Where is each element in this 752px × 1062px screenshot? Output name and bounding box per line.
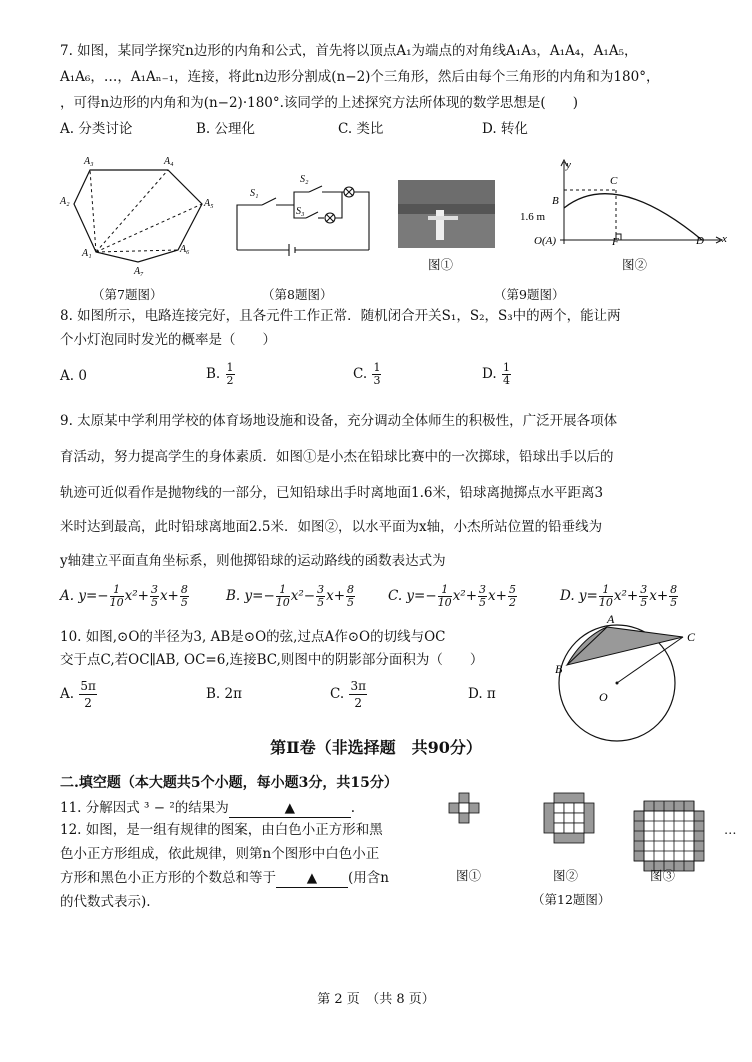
q12-text-line3: 方形和黑色小正方形的个数总和等于 ▲ (用含n: [60, 870, 389, 886]
heptagon-label-a3: A₃: [84, 156, 94, 167]
q9-option-d: D. y= $\frac{1}{10}$ x²+ $\frac{3}{5}$ x+ $\frac{8}{5}$: [560, 583, 678, 609]
graph-point-b: B: [552, 195, 559, 207]
page-footer: 第 2 页 （共 8 页）: [317, 992, 435, 1007]
circle-figure: [555, 612, 715, 755]
switch-label-s1: S₁: [250, 188, 259, 199]
q7-text-line3: ，可得n边形的内角和为(n−2)·180°.该同学的上述探究方法所体现的数学思想是( ): [60, 95, 578, 111]
q9-option-b: B. y=− $\frac{1}{10}$ x²− $\frac{3}{5}$ x+ $\frac{8}{5}$: [226, 583, 355, 609]
q8-option-b: B. $\frac{1}{2}$: [206, 361, 234, 387]
heptagon-label-a5: A₅: [204, 198, 214, 209]
circle-label-o: O: [599, 690, 608, 704]
circle-label-c: C: [687, 630, 696, 644]
q7-text-line2: A₁A₆，…，A₁Aₙ₋₁，连接，将此n边形分割成(n−2)个三角形，然后由每个三角形的内角和为180°，: [60, 69, 660, 85]
circle-label-b: B: [555, 662, 563, 676]
q9-text-line4: 米时达到最高，此时铅球离地面2.5米．如图②，以水平面为x轴，小杰所站位置的铅垂线为: [60, 519, 603, 535]
q7-caption: （第7题图）: [92, 287, 163, 302]
trajectory-graph: [520, 160, 730, 250]
q7-text-line1: 7. 如图，某同学探究n边形的内角和公式，首先将以顶点A₁为端点的对角线A₁A₃，A₁A₄，A₁A₅，: [60, 43, 638, 59]
q12-text-line4: 的代数式表示).: [60, 894, 151, 910]
q8-text-line2: 个小灯泡同时发光的概率是（ ）: [60, 332, 276, 348]
circuit-figure: [234, 170, 374, 268]
q9-caption: （第9题图）: [494, 287, 565, 302]
q12-text-line1: 12. 如图，是一组有规律的图案，由白色小正方形和黑: [60, 822, 383, 838]
q9-text-line3: 轨迹可近似看作是抛物线的一部分，已知铅球出手时离地面1.6米，铅球离抛掷点水平距离3: [60, 485, 604, 501]
q8-text-line1: 8. 如图所示，电路连接完好，且各元件工作正常．随机闭合开关S₁，S₂，S₃中的两个，能让两: [60, 308, 621, 324]
pattern-fig2-label: 图②: [553, 868, 579, 883]
graph-y-label: y: [566, 159, 571, 171]
q7-option-d: D. 转化: [482, 121, 528, 137]
graph-height-label: 1.6 m: [520, 211, 546, 223]
heptagon-label-a1: A₁: [82, 248, 92, 259]
q8-option-d: D. $\frac{1}{4}$: [482, 361, 510, 387]
heptagon-label-a2: A₂: [60, 196, 70, 207]
q10-text-line1: 10. 如图,⊙O的半径为3, AB是⊙O的弦,过点A作⊙O的切线与OC: [60, 629, 446, 645]
q11-answer-blank: ▲: [229, 799, 351, 818]
heptagon-label-a7: A₇: [134, 266, 144, 277]
pattern-fig1-label: 图①: [456, 868, 482, 883]
q10-text-line2: 交于点C,若OC∥AB, OC=6,连接BC,则图中的阴影部分面积为（ ）: [60, 652, 484, 668]
q9-option-a: A. y=− $\frac{1}{10}$ x²+ $\frac{3}{5}$ x+ $\frac{8}{5}$: [60, 583, 188, 609]
shot-put-photo: [398, 180, 495, 248]
q12-text-line2: 色小正方形组成，依此规律，则第n个图形中白色小正: [60, 846, 380, 862]
q9-fig2-label: 图②: [622, 257, 648, 272]
q9-text-line2: 育活动，努力提高学生的身体素质．如图①是小杰在铅球比赛中的一次掷球，铅球出手以后的: [60, 449, 614, 465]
q8-caption: （第8题图）: [262, 287, 333, 302]
q9-fig1-label: 图①: [428, 257, 454, 272]
q11-text: 11. 分解因式 ³ − ²的结果为 ▲ .: [60, 800, 356, 816]
graph-point-c: C: [610, 175, 618, 187]
switch-label-s2: S₂: [300, 174, 309, 185]
q10-option-c: C. $\frac{3\pi}{2}$: [330, 679, 366, 710]
pattern-figures: [448, 793, 748, 865]
q8-option-c: C. $\frac{1}{3}$: [353, 361, 381, 387]
graph-point-d: D: [696, 235, 704, 247]
q12-answer-blank: ▲: [276, 869, 348, 888]
pattern-ellipsis: …: [724, 822, 737, 837]
circle-label-a: A: [607, 612, 615, 626]
q10-option-b: B. 2π: [206, 686, 242, 702]
q10-option-a: A. $\frac{5\pi}{2}$: [60, 679, 96, 710]
q9-option-c: C. y=− $\frac{1}{10}$ x²+ $\frac{3}{5}$ x+ $\frac{5}{2}$: [388, 583, 516, 609]
section2-title: 第Ⅱ卷（非选择题 共90分）: [270, 738, 482, 757]
fill-section-title: 二.填空题（本大题共5个小题，每小题3分，共15分）: [60, 775, 398, 791]
q9-text-line1: 9. 太原某中学利用学校的体育场地设施和设备，充分调动全体师生的积极性，广泛开展各项体: [60, 413, 618, 429]
q7-option-c: C. 类比: [338, 121, 384, 137]
pattern-fig3-label: 图③: [650, 868, 676, 883]
q12-caption: （第12题图）: [532, 892, 611, 907]
graph-origin-label: O(A): [534, 235, 556, 247]
q7-option-b: B. 公理化: [196, 121, 256, 137]
q8-option-a: A. 0: [60, 368, 87, 384]
q10-option-d: D. π: [468, 686, 496, 702]
switch-label-s3: S₃: [296, 206, 305, 217]
heptagon-label-a4: A₄: [164, 156, 174, 167]
graph-x-label: x: [722, 233, 727, 245]
q7-option-a: A. 分类讨论: [60, 121, 133, 137]
q9-text-line5: y轴建立平面直角坐标系，则他掷铅球的运动路线的函数表达式为: [60, 553, 446, 569]
heptagon-figure: [60, 152, 220, 282]
graph-point-f: F: [612, 236, 619, 248]
heptagon-label-a6: A₆: [180, 244, 190, 255]
